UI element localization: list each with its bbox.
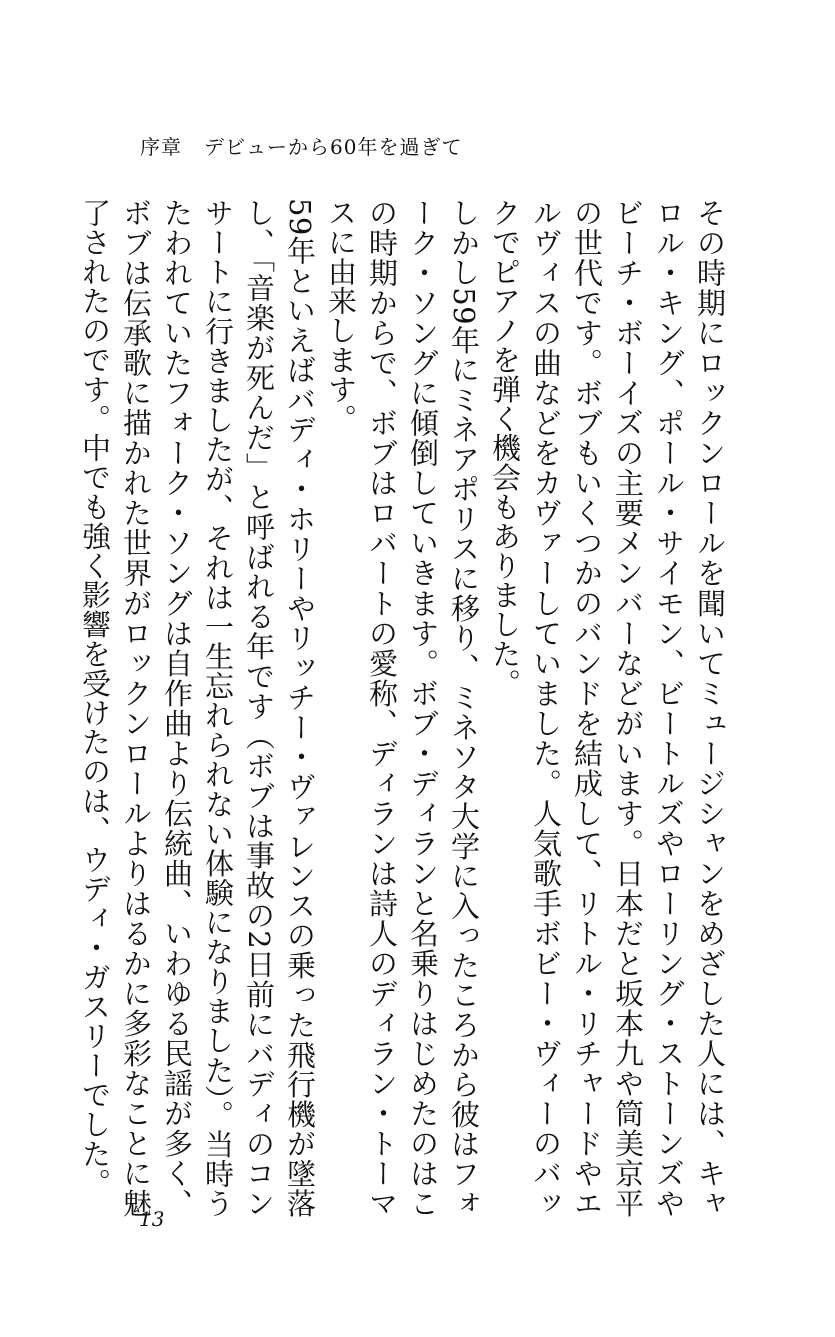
page-number: 13 — [139, 1207, 165, 1231]
chapter-label: 序章 — [140, 135, 182, 159]
body-text — [74, 198, 730, 1218]
paragraph-3: 59年といえばバディ・ホリーやリッチー・ヴァレンスの乗った飛行機が墜落し、「音楽が死んだ」と呼ばれる年です（ボブは事故の2日前にバディのコンサートに行きましたが、それは一生忘れられない体験になりました）。当時うたわれていたフォーク・ソングは自作曲より伝統曲、いわゆる民謡が多く、ボブは伝承歌に描かれた世界がロックンロールよりはるかに多彩なことに魅了されたのです。中でも強く影響を受けたのは、ウディ・ガスリーでした。 — [78, 198, 317, 1218]
paragraph-1: その時期にロックンロールを聞いてミュージシャンをめざした人には、キャロル・キング、ポール・サイモン、ビートルズやローリング・ストーンズやビーチ・ボーイズの主要メンバーなどがいます。日本だと坂本九や筒美京平の世代です。ボブもいくつかのバンドを結成して、リトル・リチャードやエルヴィスの曲などをカヴァーしていました。人気歌手ボビー・ヴィーのバックでピアノを弾く機会もありました。 — [488, 198, 727, 1218]
paragraph-2: しかし59年にミネアポリスに移り、ミネソタ大学に入ったころから彼はフォーク・ソングに傾倒していきます。ボブ・ディランと名乗りはじめたのはこの時期からで、ボブはロバートの愛称、ディランは詩人のディラン・トーマスに由来します。 — [324, 198, 481, 1218]
chapter-title: デビューから60年を過ぎて — [204, 135, 463, 159]
running-header — [140, 131, 462, 160]
